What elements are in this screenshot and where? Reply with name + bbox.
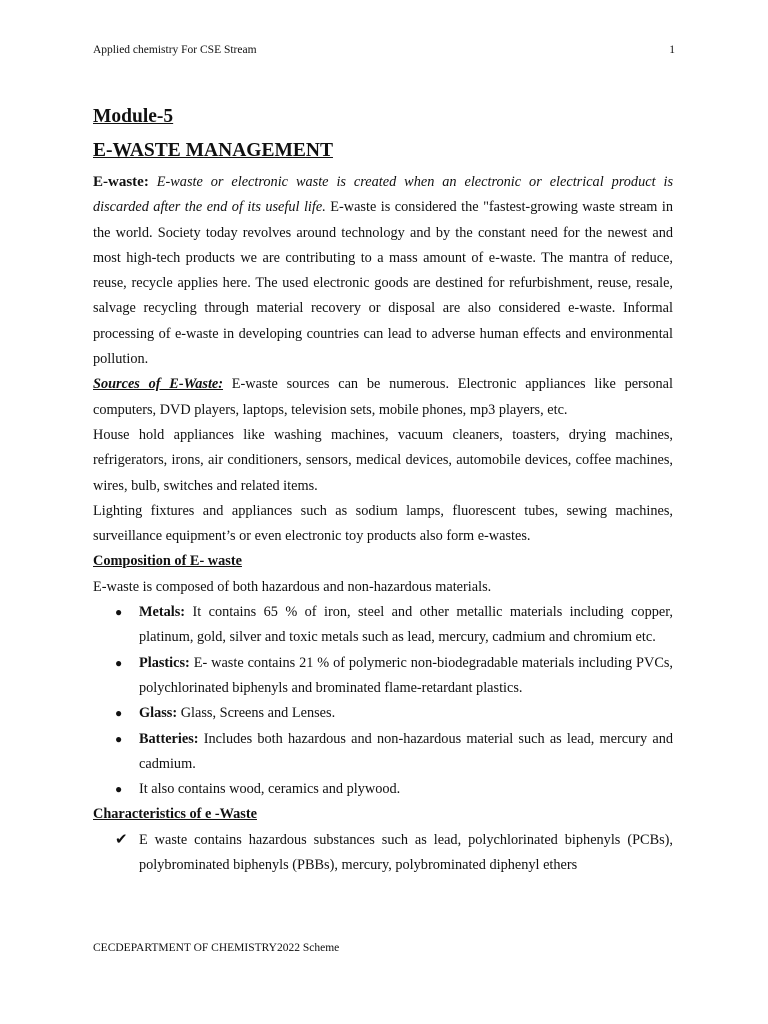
- characteristics-item: [93, 828, 673, 879]
- composition-term: Glass:: [139, 705, 178, 722]
- composition-heading: Composition of E- waste: [93, 553, 242, 570]
- composition-text: E- waste contains 21 % of polymeric non-biodegradable materials including PVCs, polychlorinated biphenyls and brominated flame-retardant plastics.: [139, 654, 673, 696]
- composition-text: Includes both hazardous and non-hazardous material such as lead, mercury and cadmium.: [139, 730, 673, 772]
- ewaste-term: E-waste:: [93, 174, 149, 190]
- composition-item-glass: [93, 701, 673, 726]
- composition-term: Plastics:: [139, 654, 190, 671]
- ewaste-intro-paragraph: [93, 170, 673, 372]
- page-number: 1: [669, 44, 675, 56]
- composition-list: [93, 600, 673, 802]
- composition-item-plastics: [93, 651, 673, 702]
- bullet-icon: ●: [115, 605, 123, 620]
- bullet-icon: ●: [115, 706, 123, 721]
- ewaste-definition: E-waste or electronic waste is created when an electronic or electrical product is discarded after the end of its useful life.: [93, 174, 674, 216]
- sources-text: E-waste sources can be numerous. Electronic appliances like personal computers, DVD players, laptops, television sets, mobile phones, mp3 players, etc.: [93, 376, 674, 418]
- composition-text: Glass, Screens and Lenses.: [180, 705, 336, 722]
- composition-text: It also contains wood, ceramics and plywood.: [139, 781, 401, 798]
- bullet-icon: ●: [115, 731, 123, 746]
- checkmark-icon: ✔: [115, 831, 128, 848]
- composition-intro: E-waste is composed of both hazardous and non-hazardous materials.: [93, 578, 492, 595]
- header-course-title: Applied chemistry For CSE Stream: [93, 44, 257, 56]
- lighting-paragraph: Lighting fixtures and appliances such as sodium lamps, fluorescent tubes, sewing machines, surveillance equipment’s or even electronic toy products also form e-wastes.: [93, 502, 673, 545]
- composition-term: Batteries:: [139, 730, 199, 747]
- characteristics-heading: Characteristics of e -Waste: [93, 806, 257, 823]
- document-body: [93, 103, 673, 878]
- characteristics-list: [93, 828, 673, 879]
- composition-item-metals: [93, 600, 673, 651]
- characteristics-text: E waste contains hazardous substances such as lead, polychlorinated biphenyls (PCBs), polybrominated biphenyls (PBBs), mercury, polybrominated diphenyl ethers: [139, 831, 673, 874]
- composition-item-other: [93, 777, 673, 802]
- page-footer: CECDEPARTMENT OF CHEMISTRY2022 Scheme: [93, 942, 340, 954]
- running-header: [93, 44, 675, 56]
- composition-term: Metals:: [139, 604, 186, 621]
- bullet-icon: ●: [115, 655, 123, 670]
- sources-heading: Sources of E-Waste:: [93, 376, 224, 393]
- household-paragraph: House hold appliances like washing machines, vacuum cleaners, toasters, drying machines, refrigerators, irons, air conditioners, sensors, medical devices, automobile devices, coffee machines, wires, bulb, switches and related items.: [93, 426, 673, 494]
- module-title: Module-5: [93, 106, 174, 127]
- bullet-icon: ●: [115, 782, 123, 797]
- sources-paragraph: [93, 372, 673, 423]
- composition-text: It contains 65 % of iron, steel and other metallic materials including copper, platinum, gold, silver and toxic metals such as lead, mercury, cadmium and chromium etc.: [139, 604, 673, 646]
- composition-item-batteries: [93, 727, 673, 778]
- ewaste-intro-body: E-waste is considered the "fastest-growing waste stream in the world. Society today revolves around technology and by the constant need for the newest and most high-tech products we are contributing to a mass amount of e-waste. The mantra of reduce, reuse, recycle applies here. The used electronic goods are destined for refurbishment, reuse, resale, salvage recycling through material recovery or disposal are also considered e-waste. Informal processing of e-waste in developing countries can lead to adverse human effects and environmental pollution.: [93, 199, 673, 368]
- section-title: E-WASTE MANAGEMENT: [93, 140, 333, 161]
